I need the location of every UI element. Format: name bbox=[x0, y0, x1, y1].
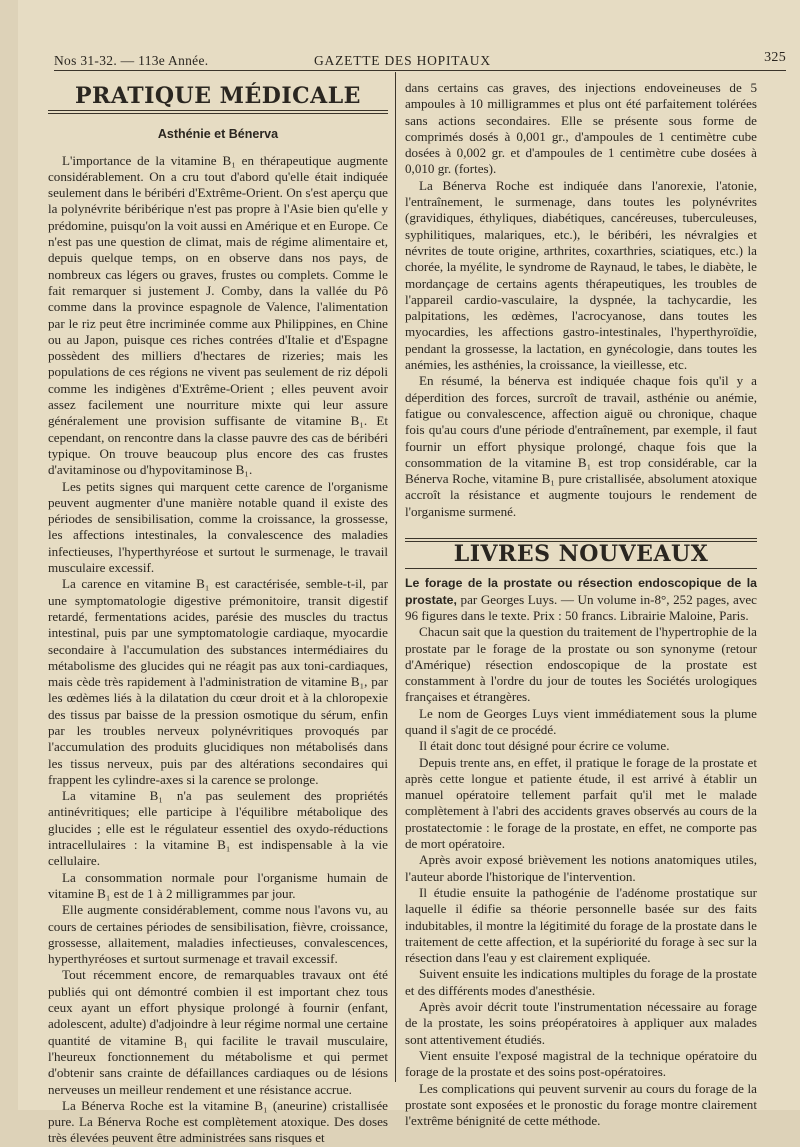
left-column bbox=[48, 84, 388, 1147]
column-divider bbox=[395, 72, 396, 1082]
paragraph: Depuis trente ans, en effet, il pratique le forage de la prostate et après cette longue et patiente étude, il est arrivé à établir un manuel opératoire tellement parfait qu'il met le malade complètement à l'abri des accidents graves observés au cours de la prostatectomie : le forage de la prostate, en effet, ne comporte pas de mort opératoire. bbox=[405, 754, 757, 852]
journal-name: GAZETTE DES HOPITAUX bbox=[314, 53, 491, 68]
book-info: par Georges Luys. — Un volume in-8°, 252 pages, avec 96 figures dans le texte. Prix : 50 francs. Librairie Maloine, Paris. bbox=[405, 591, 757, 623]
livres-section bbox=[405, 538, 757, 1129]
journal-page bbox=[18, 0, 800, 1146]
paragraph: Elle augmente considérablement, comme nous l'avons vu, au cours de certaines périodes de sensibilisation, fièvre, croissance, grossesse, allaitement, maladies infectieuses, convalescences, hyperthyréoses et surtout surmenage et travail excessif. bbox=[48, 902, 388, 967]
paragraph: dans certains cas graves, des injections endoveineuses de 5 ampoules à 10 milligrammes et plus ont été parfaitement tolérées sans actions secondaires. Elle se présente sous forme de comprimés dosés à 0,001 gr., d'ampoules de 1 centimètre cube dosées à 0,002 gr. et d'ampoules de 1 centimètre cube dosées à 0,010 gr. (fortes). bbox=[405, 80, 757, 177]
title-rule bbox=[405, 568, 757, 569]
paragraph: Vient ensuite l'exposé magistral de la technique opératoire du forage de la prostate et des soins post-opératoires. bbox=[405, 1047, 757, 1080]
page-number: 325 bbox=[764, 50, 786, 65]
section-title-pratique: PRATIQUE MÉDICALE bbox=[75, 83, 361, 109]
paragraph: En résumé, la bénerva est indiquée chaque fois qu'il y a déperdition des forces, surcroît de travail, asthénie ou anémie, fatigue ou convalescence, affection aiguë ou chronique, chaque fois qu'au cours d'une période d'entraînement, par exemple, il faut fournir un effort physique prolongé, chaque fois que la consommation de la vitamine B₁ est trop considérable, car la Bénerva Roche, vitamine B₁ pure cristallisée, absolument atoxique accroît la résistance et augmente toujours le rendement de l'organisme surmené. bbox=[405, 373, 757, 519]
paragraph: Il étudie ensuite la pathogénie de l'adénome prostatique sur laquelle il édifie sa théorie personnelle basée sur des faits indubitables, il montre la légitimité du forage de la prostate dans le traitement de cette affection, et la supériorité du forage à sec sur la résection dans l'eau y est clairement expliquée. bbox=[405, 884, 757, 966]
paragraph: Après avoir décrit toute l'instrumentation nécessaire au forage de la prostate, les soins préopératoires à appliquer aux malades sont attentivement étudiés. bbox=[405, 999, 757, 1047]
paragraph: La consommation normale pour l'organisme humain de vitamine B₁ est de 1 à 2 milligrammes par jour. bbox=[48, 869, 388, 901]
paragraph: La carence en vitamine B₁ est caractérisée, semble-t-il, par une symptomatologie digestive prémonitoire, transit digestif retardé, fermentations acides, parésie des muscles du tractus intestinal, puis par une symptomatologie cardiaque, myocardie secondaire à l'accumulation des substances intermédiaires du métabolisme des glucides qui ne réagit pas aux toni-cardiaques, mais cède très rapidement à l'administration de vitamine B₁, par les œdèmes liés à la dilatation du cœur droit et à la chloropexie des tissus par baisse de la pression osmotique du sérum, enfin par les troubles nerveux polynévritiques provoqués par l'accumulation des produits glucidiques non métabolisés dans les tissus nerveux, puis par des altérations secondaires qui frappent les cylindre-axes si la carence se prolonge. bbox=[48, 576, 388, 787]
book-title: Le forage de la prostate ou résection endoscopique de la prostate, bbox=[405, 576, 757, 607]
running-header bbox=[54, 50, 786, 70]
paragraph: Tout récemment encore, de remarquables travaux ont été publiés qui ont démontré combien il est important chez tous ceux ayant un effort physique prolongé à fournir (enfant, adolescent, adulte) d'adjoindre à leur régime normal une certaine quantité de vitamine B₁ qui facilite le travail musculaire, l'heureux fonctionnement du métabolisme et qui permet d'obtenir sans crainte de défaillances cardiaques ou de lésions nerveuses un meilleur rendement et une résistance accrue. bbox=[48, 967, 388, 1097]
paragraph: La Bénerva Roche est la vitamine B₁ (aneurine) cristallisée pure. La Bénerva Roche est complètement atoxique. Des doses très élevées peuvent être administrées sans risques et bbox=[48, 1097, 388, 1146]
paragraph: Suivent ensuite les indications multiples du forage de la prostate et des différents modes d'anesthésie. bbox=[405, 966, 757, 998]
paragraph: Il était donc tout désigné pour écrire ce volume. bbox=[419, 738, 670, 754]
paragraph: Chacun sait que la question du traitement de l'hypertrophie de la prostate par le forage de la prostate ou son synonyme (retour d'Amérique) résection endoscopique de la prostate est constamment à l'ordre du jour de toutes les Sociétés urologiques françaises et étrangères. bbox=[405, 624, 757, 705]
section-title-livres: LIVRES NOUVEAUX bbox=[453, 541, 709, 568]
right-column bbox=[405, 80, 757, 1129]
issue-number: Nos 31-32. — 113e Année. bbox=[54, 53, 209, 68]
article-subtitle: Asthénie et Bénerva bbox=[157, 127, 279, 142]
paragraph: L'importance de la vitamine B₁ en thérapeutique augmente considérablement. On a cru tout d'abord qu'elle était indiquée seulement dans le béribéri d'Extrême-Orient. On s'est aperçu que la polynévrite béribérique n'est pas propre à l'Asie bien qu'elle y prédomine, puisqu'on la voit aussi en Amérique et en Europe. Ce n'est pas une question de climat, mais de régime alimentaire et, depuis quelque temps, on en observe dans nos pays, de nombreux cas légers ou graves, frustes ou complets. Comme le fait remarquer si justement J. Comby, dans la vallée du Pô comme dans la province espagnole de Valence, l'alimentation par le riz peut être incriminée comme aux Philippines, en Chine ou au Japon, puisque ces riches contrées d'Italie et d'Espagne possèdent des milliers d'hectares de rizeries; mais les populations de ces régions ne vivent pas seulement de riz dépoli comme les indigènes d'Extrême-Orient ; elles peuvent avoir assez facilement une nourriture mixte qui leur assure généralement une provision suffisante de vitamine B₁. Et cependant, on rencontre dans la classe pauvre des cas de béribéri typique. On trouve beaucoup plus encore des cas frustes d'avitaminose ou d'hypovitaminose B₁. bbox=[48, 152, 388, 478]
paragraph: La Bénerva Roche est indiquée dans l'anorexie, l'atonie, l'entraînement, le surmenage, dans toutes les polynévrites (gravidiques, éthyliques, diabétiques, cancéreuses, tuberculeuses, syphilitiques, malariques, etc.), le béribéri, les névralgies et névrites de toute origine, arthrites, coxarthries, sciatiques, etc.) la chorée, la myélite, le syndrome de Raynaud, le tabes, le diabète, le mordançage de certains agents thérapeutiques, les troubles de l'appareil cardio-vasculaire, la dyspnée, la tachycardie, les palpitations, les œdèmes, l'acrocyanose, dans toutes les myocardies, les affections gastro-intestinales, l'hyperthyroïdie, pendant la grossesse, la lactation, en gynécologie, dans toutes les anémies, les asthénies, la croissance, la vieillesse, etc. bbox=[405, 177, 757, 373]
paragraph: Les complications qui peuvent survenir au cours du forage de la prostate sont exposées et le pronostic du forage montre clairement l'extrême bénignité de cette méthode. bbox=[405, 1080, 757, 1129]
paragraph: Le nom de Georges Luys vient immédiatement sous la plume quand il s'agit de ce procédé. bbox=[405, 705, 757, 737]
book-entry bbox=[405, 575, 757, 624]
paragraph: La vitamine B₁ n'a pas seulement des propriétés antinévritiques; elle participe à l'équilibre métabolique des glucides ; elle est le régulateur essentiel des oxydo-réductions intracellulaires : la vitamine B₁ est indispensable à la vie cellulaire. bbox=[48, 788, 388, 869]
header-rule bbox=[54, 70, 786, 71]
paragraph: Après avoir exposé brièvement les notions anatomiques utiles, l'auteur aborde l'historique de l'intervention. bbox=[405, 852, 757, 884]
paragraph: Les petits signes qui marquent cette carence de l'organisme peuvent augmenter d'une manière notable quand il existe des périodes de sensibilisation, comme la croissance, la grossesse, les affections intestinales, la convalescence des maladies infectieuses, l'hyperthyréose et surtout le surmenage, le travail musculaire excessif. bbox=[48, 478, 388, 576]
title-rule bbox=[48, 110, 388, 114]
